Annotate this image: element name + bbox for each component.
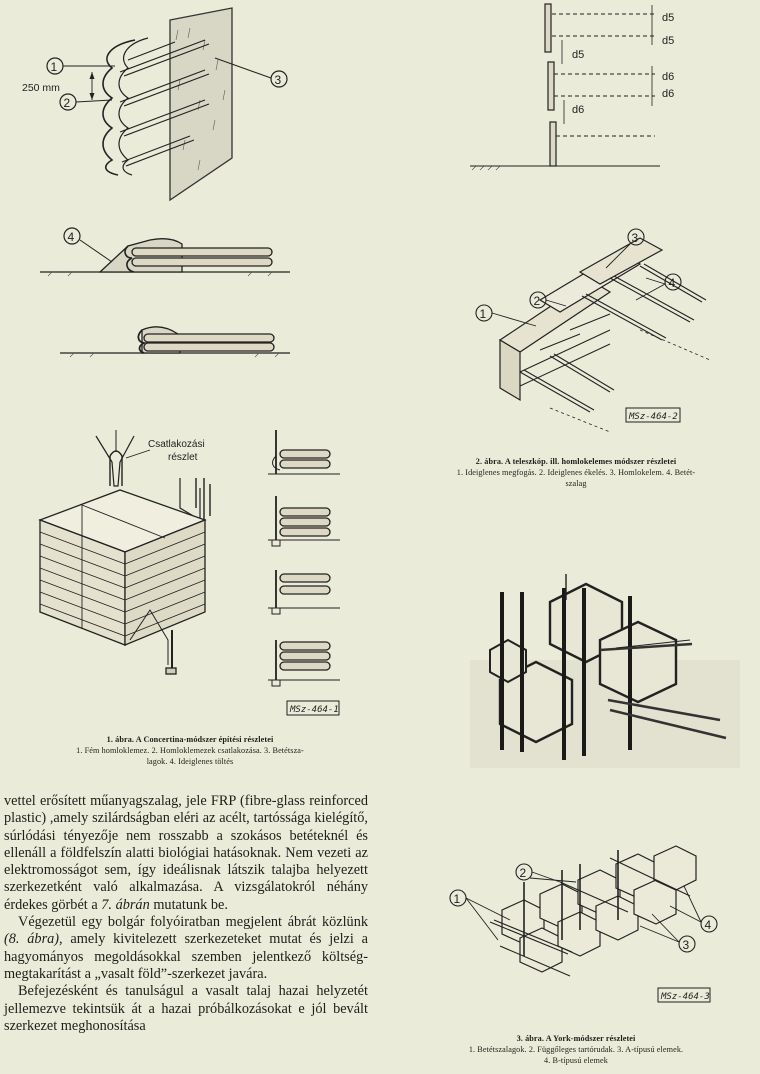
figure-1-panel-c — [60, 327, 290, 357]
paragraph-1-text: vettel erősített műanyagszalag, jele FRP (fibre-glass reinforced plastic) ,amely szilárdságban eléri az acélt, tartóssága kielégítő, súrlódási tényezője nem rosszabb a szokásos betéteknél és ellenáll a földfelszín alatti biológiai hatásoknak. Nem vezeti az elektromosságot sem, így ideálisnak látszik talajba helyezett szerkezetként való alkalmazása. A vizsgálatokról néhány érdekes görbét a — [4, 793, 368, 913]
figure-1-caption-line-2: lagok. 4. Ideiglenes töltés — [146, 757, 234, 766]
fig2-label-1: 1 — [479, 307, 487, 321]
figure-3-caption — [392, 1033, 760, 1066]
figure-2-panel-b — [476, 229, 710, 432]
fig3-stamp: MSz-464-3 — [661, 992, 710, 1002]
figure-2-caption-title: 2. ábra. A teleszkóp. ill. homlokelemes módszer részletei — [475, 457, 677, 466]
figure-2-caption-line-1: 1. Ideiglenes megfogás. 2. Ideiglenes ékelés. 3. Homlokelem. 4. Betét- — [456, 468, 696, 477]
fig2-stamp: MSz-464-2 — [629, 412, 678, 422]
paragraph-2-text: Végezetül egy bolgár folyóiratban megjelent ábrát közlünk — [18, 914, 368, 931]
fig3-label-4: 4 — [704, 918, 712, 932]
fig3-label-2: 2 — [519, 866, 527, 880]
fig1-joint-label-2: részlet — [168, 452, 198, 463]
figure-1-caption-title: 1. ábra. A Concertina-módszer építési részletei — [106, 735, 274, 744]
fig1-label-1: 1 — [50, 60, 58, 74]
fig1-label-2: 2 — [63, 96, 71, 110]
figure-1-panel-b — [40, 228, 290, 276]
figure-2-caption-line-2: szalag — [565, 479, 587, 488]
figure-1-panel-e — [40, 490, 205, 674]
fig1-stamp: MSz-464-1 — [290, 705, 339, 715]
figure-1-panel-f — [268, 430, 340, 715]
paragraph-2-figure-ref: (8. ábra), — [4, 931, 63, 948]
paragraph-1-end: mutatunk be. — [153, 896, 228, 913]
figure-2-panel-a — [470, 4, 674, 170]
figure-3-drawing — [450, 846, 717, 1002]
paragraph-3: Befejezésként és tanulságul a vasalt talaj hazai helyzetét jellemezve tekintsük át a hazai próbálkozásokat e jól bevált szerkezet meghonosítása — [4, 983, 368, 1034]
figure-2 — [440, 0, 760, 445]
fig2-dim-d5-3: d5 — [572, 49, 585, 61]
figure-1-panel-a — [22, 8, 287, 200]
figure-1-caption — [0, 734, 380, 767]
figure-1 — [0, 0, 380, 728]
figure-3 — [440, 560, 760, 1020]
fig2-dim-d6-1: d6 — [662, 71, 675, 83]
fig2-dim-d5-1: d5 — [662, 12, 675, 24]
fig2-label-3: 3 — [631, 231, 639, 245]
figure-3-caption-line-1: 1. Betétszalagok. 2. Függőleges tartórudak. 3. A-típusú elemek. — [468, 1045, 684, 1054]
paragraph-2 — [4, 914, 368, 983]
figure-3-caption-title: 3. ábra. A York-módszer részletei — [516, 1034, 636, 1043]
figure-3-caption-line-2: 4. B-típusú elemek — [544, 1056, 608, 1065]
fig2-label-4: 4 — [668, 276, 676, 290]
fig3-label-1: 1 — [453, 892, 461, 906]
fig1-dimension-250mm: 250 mm — [22, 82, 60, 94]
fig2-dim-d6-3: d6 — [572, 104, 585, 116]
fig1-label-4: 4 — [67, 230, 75, 244]
fig2-dim-d6-2: d6 — [662, 88, 675, 100]
figure-3-photo — [470, 574, 740, 768]
fig2-dim-d5-2: d5 — [662, 35, 675, 47]
fig2-label-2: 2 — [533, 294, 541, 308]
paragraph-1 — [4, 793, 368, 914]
fig3-label-3: 3 — [682, 938, 690, 952]
body-text — [4, 793, 368, 1035]
paragraph-2-end: amely kivitelezett szerkezeteket mutat és jelzi a hagyományos megoldásokkal szemben jelentkező költség-megtakarítást a „vasalt föld”-szerkezet javára. — [4, 931, 368, 982]
fig1-label-3: 3 — [274, 73, 282, 87]
figure-2-caption — [392, 456, 760, 489]
figure-1-caption-line-1: 1. Fém homloklemez. 2. Homloklemezek csatlakozása. 3. Betétsza- — [76, 746, 304, 755]
paragraph-1-figure-ref: 7. ábrán — [101, 896, 150, 913]
fig1-joint-label: Csatlakozási — [148, 439, 205, 450]
